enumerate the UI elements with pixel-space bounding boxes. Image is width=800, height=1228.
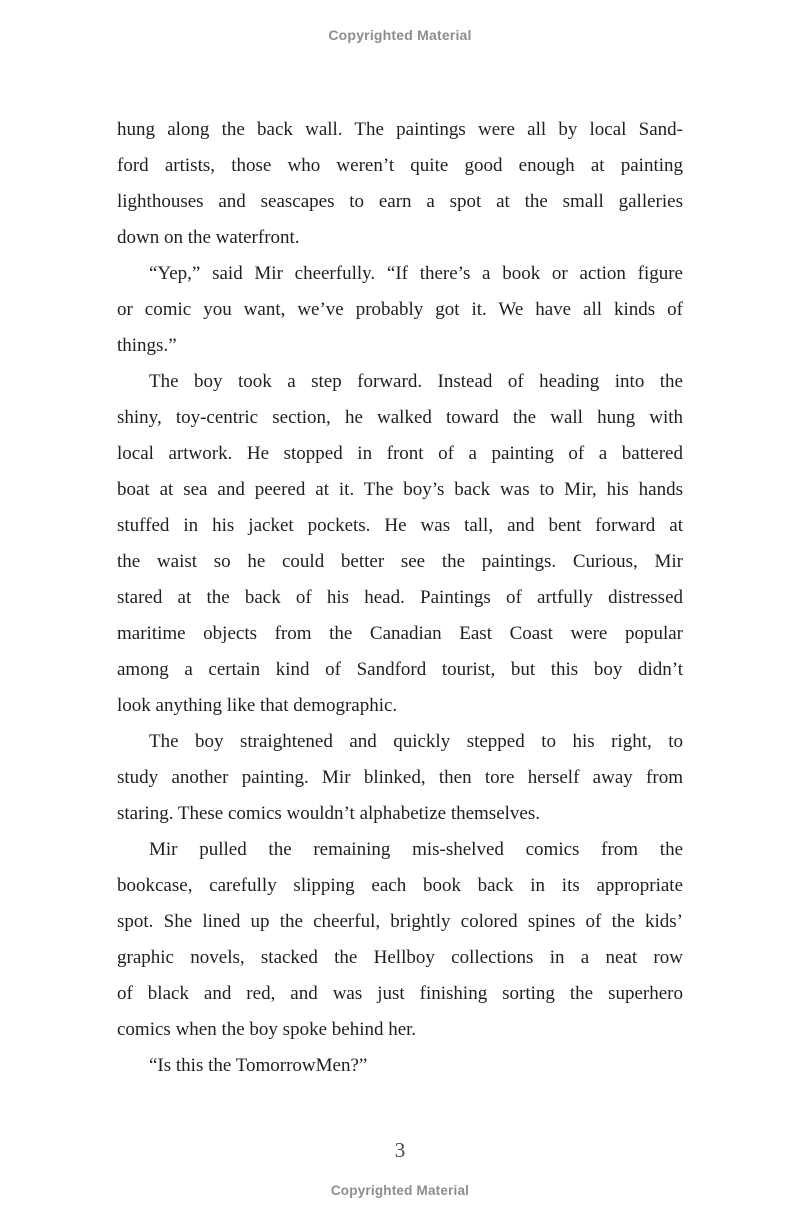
text-line: graphic novels, stacked the Hellboy collections in a neat row (117, 947, 683, 968)
text-line: lighthouses and seascapes to earn a spot at the small galleries (117, 191, 683, 212)
text-line: “Yep,” said Mir cheerfully. “If there’s a book or action figure (149, 263, 683, 284)
text-line: look anything like that demographic. (117, 695, 398, 716)
text-line: shiny, toy-centric section, he walked toward the wall hung with (117, 407, 683, 428)
paragraph (117, 364, 683, 724)
text-line: things.” (117, 335, 177, 356)
paragraph (117, 1048, 683, 1084)
paragraph (117, 832, 683, 1048)
paragraph (117, 256, 683, 364)
text-line: stuffed in his jacket pockets. He was tall, and bent forward at (117, 515, 683, 536)
text-line: staring. These comics wouldn’t alphabetize themselves. (117, 803, 540, 824)
text-line: ford artists, those who weren’t quite good enough at painting (117, 155, 683, 176)
text-line: down on the waterfront. (117, 227, 300, 248)
text-line: spot. She lined up the cheerful, brightly colored spines of the kids’ (117, 911, 683, 932)
text-line: among a certain kind of Sandford tourist, but this boy didn’t (117, 659, 683, 680)
text-line: bookcase, carefully slipping each book back in its appropriate (117, 875, 683, 896)
text-line: the waist so he could better see the paintings. Curious, Mir (117, 551, 683, 572)
text-line: The boy took a step forward. Instead of heading into the (149, 371, 683, 392)
paragraph (117, 112, 683, 256)
text-line: comics when the boy spoke behind her. (117, 1019, 417, 1040)
text-line: maritime objects from the Canadian East Coast were popular (117, 623, 683, 644)
page-number: 3 (394, 1138, 406, 1162)
text-block (117, 112, 683, 1084)
text-line: stared at the back of his head. Paintings of artfully distressed (117, 587, 683, 608)
text-line: hung along the back wall. The paintings were all by local Sand- (117, 119, 683, 140)
text-line: The boy straightened and quickly stepped to his right, to (149, 731, 683, 752)
text-line: “Is this the TomorrowMen?” (149, 1055, 368, 1076)
paragraph (117, 724, 683, 832)
bottom-copyright-notice: Copyrighted Material (330, 1183, 470, 1198)
text-line: Mir pulled the remaining mis-shelved comics from the (149, 839, 683, 860)
text-line: study another painting. Mir blinked, then tore herself away from (117, 767, 683, 788)
text-line: boat at sea and peered at it. The boy’s back was to Mir, his hands (117, 479, 683, 500)
text-line: of black and red, and was just finishing sorting the superhero (117, 983, 683, 1004)
text-line: local artwork. He stopped in front of a painting of a battered (117, 443, 683, 464)
top-copyright-notice: Copyrighted Material (328, 27, 472, 43)
text-line: or comic you want, we’ve probably got it. We have all kinds of (117, 299, 683, 320)
